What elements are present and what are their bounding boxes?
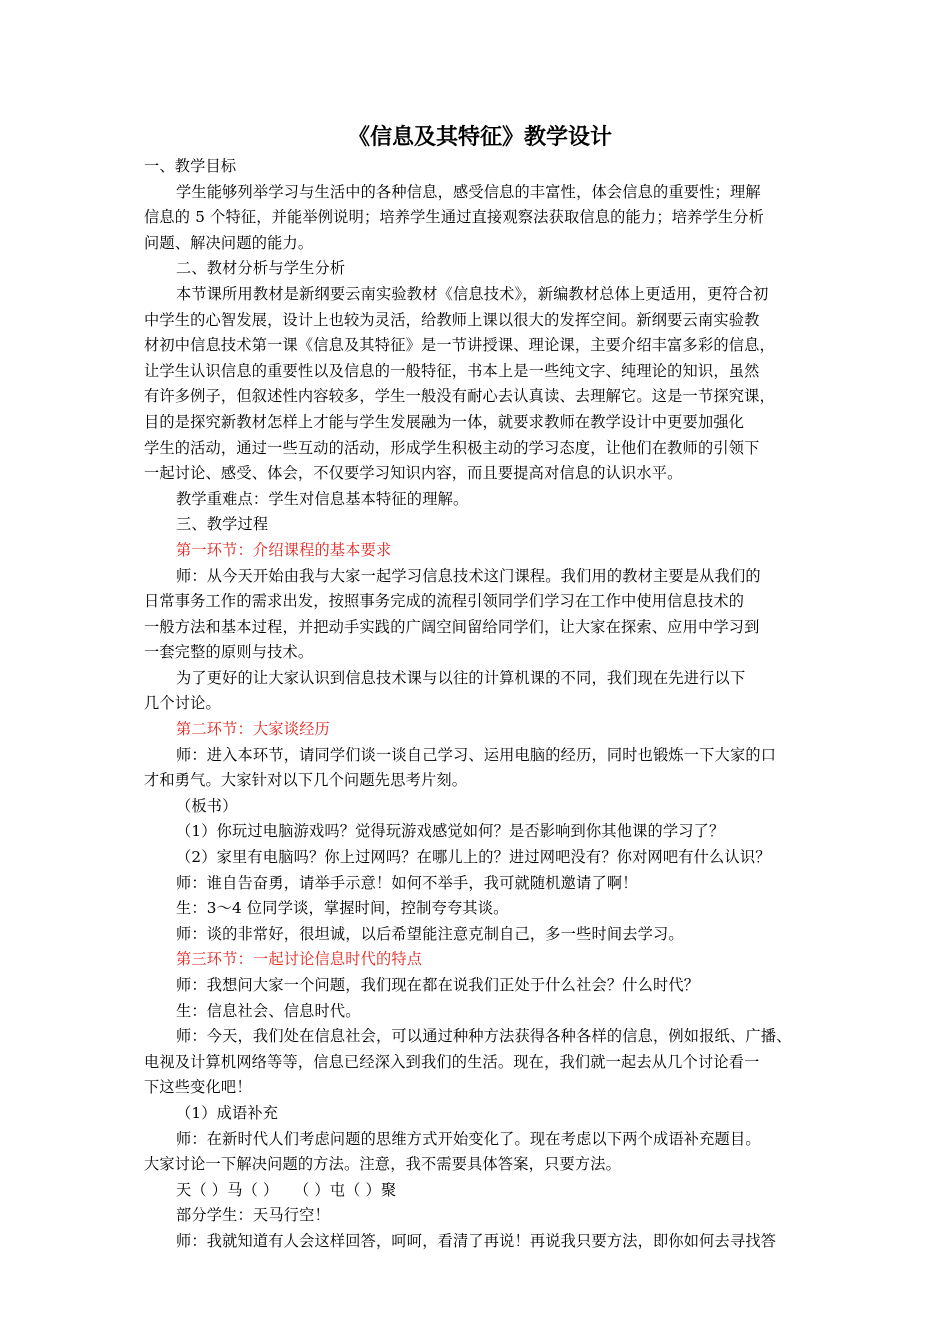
text-line: 才和勇气。大家针对以下几个问题先思考片刻。 [144,771,468,790]
text-line: 生：信息社会、信息时代。 [176,1001,361,1020]
text-line: 天（ ）马（ ） （ ）屯（ ）聚 [176,1180,397,1199]
text-line: 材初中信息技术第一课《信息及其特征》是一节讲授课、理论课，主要介绍丰富多彩的信息， [144,336,775,355]
document-body [144,154,816,1255]
text-line: 让学生认识信息的重要性以及信息的一般特征，书本上是一些纯文字、纯理论的知识，虽然 [144,361,760,380]
text-line: 一般方法和基本过程，并把动手实践的广阔空间留给同学们，让大家在探索、应用中学习到 [144,617,760,636]
text-line: 师：从今天开始由我与大家一起学习信息技术这门课程。我们用的教材主要是从我们的 [176,566,761,585]
text-line: 生：3～4 位同学谈，掌握时间，控制夸夸其谈。 [176,899,509,918]
text-line: 一起讨论、感受、体会，不仅要学习知识内容，而且要提高对信息的认识水平。 [144,464,683,483]
text-line: 师：谈的非常好，很坦诚，以后希望能注意克制自己，多一些时间去学习。 [176,924,684,943]
text-line: 师：我就知道有人会这样回答，呵呵，看清了再说！再说我只要方法，即你如何去寻找答 [176,1231,777,1250]
section-heading: 第一环节：介绍课程的基本要求 [176,540,392,559]
text-line: 为了更好的让大家认识到信息技术课与以往的计算机课的不同，我们现在先进行以下 [176,668,746,687]
text-line: 二、教材分析与学生分析 [176,259,346,278]
text-line: （板书） [176,796,238,815]
text-line: 学生的活动，通过一些互动的活动，形成学生积极主动的学习态度，让他们在教师的引领下 [144,438,760,457]
document-title: 《信息及其特征》教学设计 [347,124,612,150]
text-line: （2）家里有电脑吗？你上过网吗？在哪儿上的？进过网吧没有？你对网吧有什么认识？ [176,848,771,867]
text-line: 师：谁自告奋勇，请举手示意！如何不举手，我可就随机邀请了啊！ [176,873,638,892]
text-line: 本节课所用教材是新纲要云南实验教材《信息技术》，新编教材总体上更适用，更符合初 [176,284,769,303]
text-line: 下这些变化吧！ [144,1078,252,1097]
section-heading: 第二环节：大家谈经历 [176,720,330,739]
text-line: 有许多例子，但叙述性内容较多，学生一般没有耐心去认真读、去理解它。这是一节探究课， [144,387,775,406]
text-line: 部分学生：天马行空！ [176,1206,330,1225]
text-line: 几个讨论。 [144,694,221,713]
text-line: 师：我想问大家一个问题，我们现在都在说我们正处于什么社会？什么时代？ [176,976,700,994]
text-line: （1）你玩过电脑游戏吗？觉得玩游戏感觉如何？是否影响到你其他课的学习了？ [176,822,725,841]
text-line: 信息的 5 个特征，并能举例说明；培养学生通过直接观察法获取信息的能力；培养学生分析 [144,208,765,227]
text-line: 教学重难点：学生对信息基本特征的理解。 [176,489,469,508]
text-line: 学生能够列举学习与生活中的各种信息，感受信息的丰富性，体会信息的重要性；理解 [176,182,761,201]
text-line: 中学生的心智发展，设计上也较为灵活，给教师上课以很大的发挥空间。新纲要云南实验教 [144,310,760,329]
text-line: 师：在新时代人们考虑问题的思维方式开始变化了。现在考虑以下两个成语补充题目。 [176,1129,761,1148]
text-line: （1）成语补充 [176,1103,279,1122]
text-line: 目的是探究新教材怎样上才能与学生发展融为一体，就要求教师在教学设计中更要加强化 [144,412,745,431]
text-line: 一、教学目标 [144,157,237,175]
text-line: 大家讨论一下解决问题的方法。注意，我不需要具体答案，只要方法。 [144,1155,622,1174]
text-line: 问题、解决问题的能力。 [144,233,314,252]
document-page [144,122,816,1255]
text-line: 电视及计算机网络等等，信息已经深入到我们的生活。现在，我们就一起去从几个讨论看一 [144,1052,760,1071]
text-line: 一套完整的原则与技术。 [144,643,314,662]
section-heading: 第三环节：一起讨论信息时代的特点 [176,950,423,969]
text-line: 日常事务工作的需求出发，按照事务完成的流程引领同学们学习在工作中使用信息技术的 [144,592,745,611]
text-line: 三、教学过程 [176,515,269,534]
text-line: 师：进入本环节，请同学们谈一谈自己学习、运用电脑的经历，同时也锻炼一下大家的口 [176,745,777,764]
text-line: 师：今天，我们处在信息社会，可以通过种种方法获得各种各样的信息，例如报纸、广播、 [176,1027,792,1046]
